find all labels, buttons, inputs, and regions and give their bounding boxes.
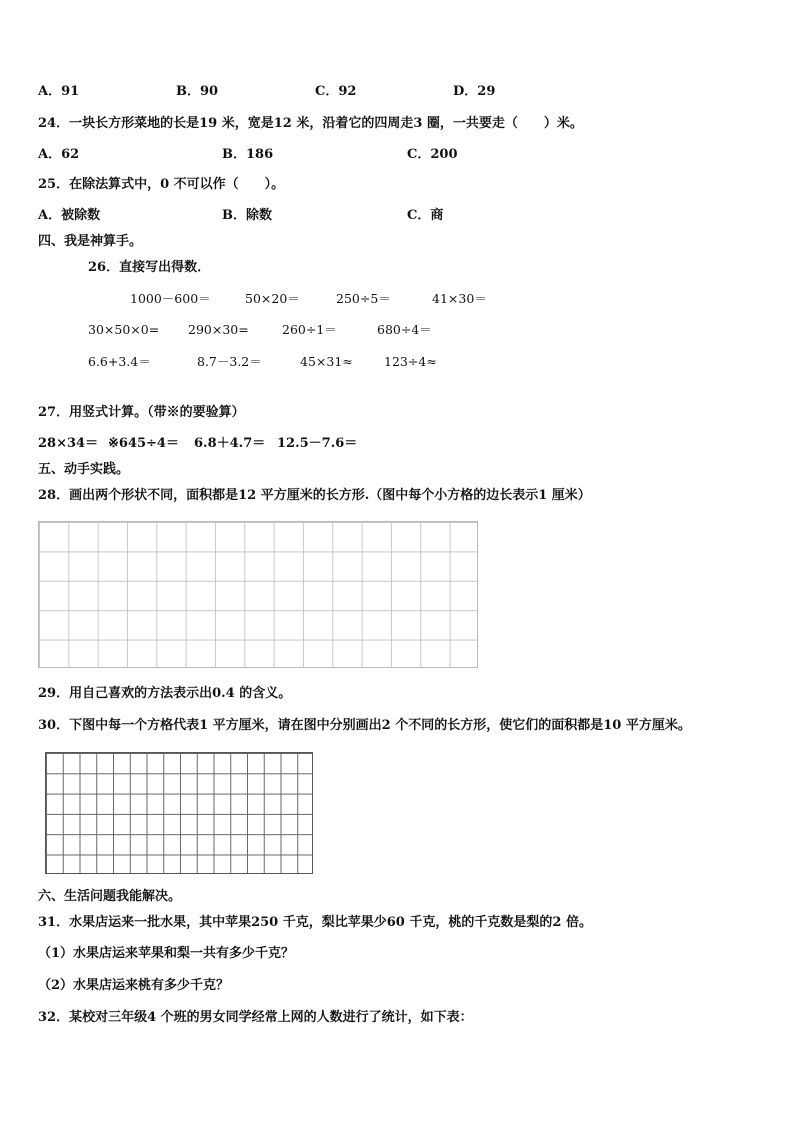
q27-item-4: 12.5－7.6＝ xyxy=(277,436,358,451)
q26-r2-c3: 260÷1＝ xyxy=(282,322,337,337)
q27-question: 27．用竖式计算。（带※的要验算） xyxy=(38,405,245,420)
q23-option-d: D．29 xyxy=(453,84,496,99)
q30-question: 30．下图中每一个方格代表1 平方厘米，请在图中分别画出2 个不同的长方形，使它们的面积都是10 平方厘米。 xyxy=(38,718,691,733)
q31-sub2: （2）水果店运来桃有多少千克？ xyxy=(38,978,230,993)
q23-option-a: A．91 xyxy=(38,84,80,99)
q26-r2-c4: 680÷4＝ xyxy=(377,322,432,337)
q26-r1-c4: 41×30＝ xyxy=(432,291,487,306)
q24-question: 24．一块长方形菜地的长是19 米，宽是12 米，沿着它的四周走3 圈，一共要走（ ）米。 xyxy=(38,116,583,131)
q26-r3-c3: 45×31≈ xyxy=(300,354,353,369)
q26-r2-c2: 290×30= xyxy=(188,322,249,337)
section-5-heading: 五、动手实践。 xyxy=(38,462,130,477)
q26-question: 26．直接写出得数． xyxy=(88,260,211,275)
q23-option-b: B．90 xyxy=(176,84,219,99)
q30-grid xyxy=(45,752,313,874)
q24-option-b: B．186 xyxy=(222,147,274,162)
q27-item-3: 6.8＋4.7＝ xyxy=(194,436,266,451)
q26-r3-c2: 8.7－3.2＝ xyxy=(197,354,262,369)
q26-r1-c2: 50×20＝ xyxy=(245,291,300,306)
q31-sub1: （1）水果店运来苹果和梨一共有多少千克？ xyxy=(38,946,295,961)
q27-item-2: ※645÷4＝ xyxy=(108,436,179,451)
section-4-heading: 四、我是神算手。 xyxy=(38,234,143,249)
q24-option-a: A．62 xyxy=(38,147,80,162)
q29-question: 29．用自己喜欢的方法表示出0.4 的含义。 xyxy=(38,686,292,701)
q31-question: 31．水果店运来一批水果，其中苹果250 千克，梨比苹果少60 千克，桃的千克数是梨的2 倍。 xyxy=(38,915,592,930)
q23-option-c: C．92 xyxy=(315,84,357,99)
q26-r1-c3: 250÷5＝ xyxy=(336,291,391,306)
q26-r1-c1: 1000－600＝ xyxy=(130,291,211,306)
q26-r3-c1: 6.6+3.4＝ xyxy=(88,354,151,369)
q27-item-1: 28×34＝ xyxy=(38,436,99,451)
q25-option-b: B．除数 xyxy=(222,208,272,223)
q32-question: 32．某校对三年级4 个班的男女同学经常上网的人数进行了统计，如下表： xyxy=(38,1010,473,1025)
q24-option-c: C．200 xyxy=(407,147,458,162)
q25-question: 25．在除法算式中，0 不可以作（ ）。 xyxy=(38,177,285,192)
q28-question: 28．画出两个形状不同，面积都是12 平方厘米的长方形.（图中每个小方格的边长表示1 厘米） xyxy=(38,488,591,503)
q25-option-a: A．被除数 xyxy=(38,208,101,223)
q26-r2-c1: 30×50×0= xyxy=(88,322,160,337)
q26-r3-c4: 123÷4≈ xyxy=(384,354,437,369)
q25-option-c: C．商 xyxy=(407,208,444,223)
section-6-heading: 六、生活问题我能解决。 xyxy=(38,889,182,904)
q28-grid xyxy=(38,521,478,668)
